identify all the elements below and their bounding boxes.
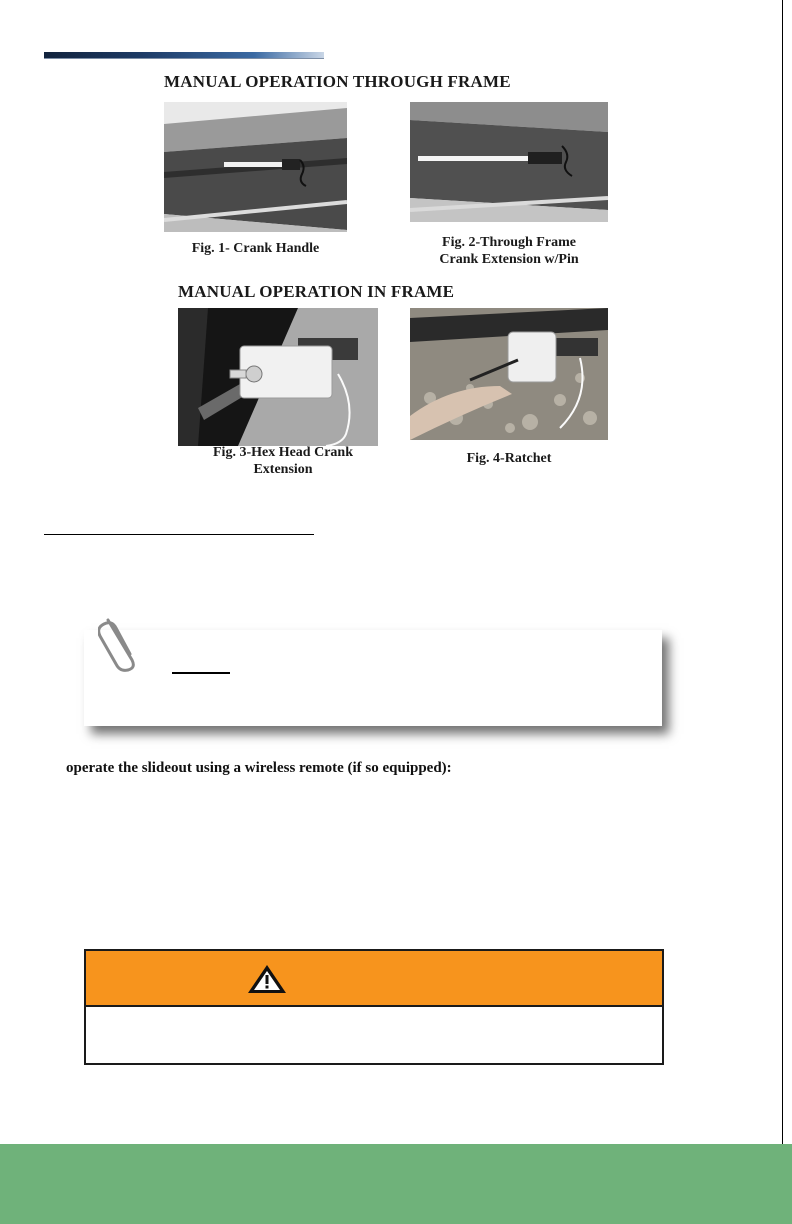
warning-triangle-icon: [246, 963, 288, 1000]
section-underline: [44, 534, 314, 535]
fig2-caption-line1: Fig. 2-Through Frame: [442, 235, 576, 250]
fig3-photo: [178, 308, 378, 446]
fig3-caption-line2: Extension: [253, 462, 313, 477]
fig1-caption: Fig. 1- Crank Handle: [191, 241, 320, 256]
fig2-caption-line2: Crank Extension w/Pin: [439, 252, 579, 267]
fig3-caption-line1: Fig. 3-Hex Head Crank: [213, 445, 353, 460]
fig2-caption: [410, 234, 608, 268]
fig2-photo: [410, 102, 608, 222]
paperclip-icon: [98, 614, 144, 677]
warning-box: [84, 949, 664, 1065]
section-title-through-frame: MANUAL OPERATION THROUGH FRAME: [164, 72, 511, 91]
header-bar: [44, 52, 324, 59]
figure-panel: [160, 68, 612, 484]
note-box: [84, 630, 662, 726]
page-edge-rule: [782, 0, 783, 1144]
remote-instruction: operate the slideout using a wireless remote (if so equipped):: [66, 760, 452, 776]
warning-header: [86, 951, 662, 1007]
footer-band: [0, 1144, 792, 1224]
note-label-underline: [172, 672, 230, 674]
fig4-photo: [410, 308, 608, 440]
fig3-caption: [178, 444, 388, 478]
section-title-in-frame: MANUAL OPERATION IN FRAME: [178, 282, 455, 301]
fig4-caption: Fig. 4-Ratchet: [466, 451, 552, 466]
fig1-photo: [164, 102, 347, 232]
